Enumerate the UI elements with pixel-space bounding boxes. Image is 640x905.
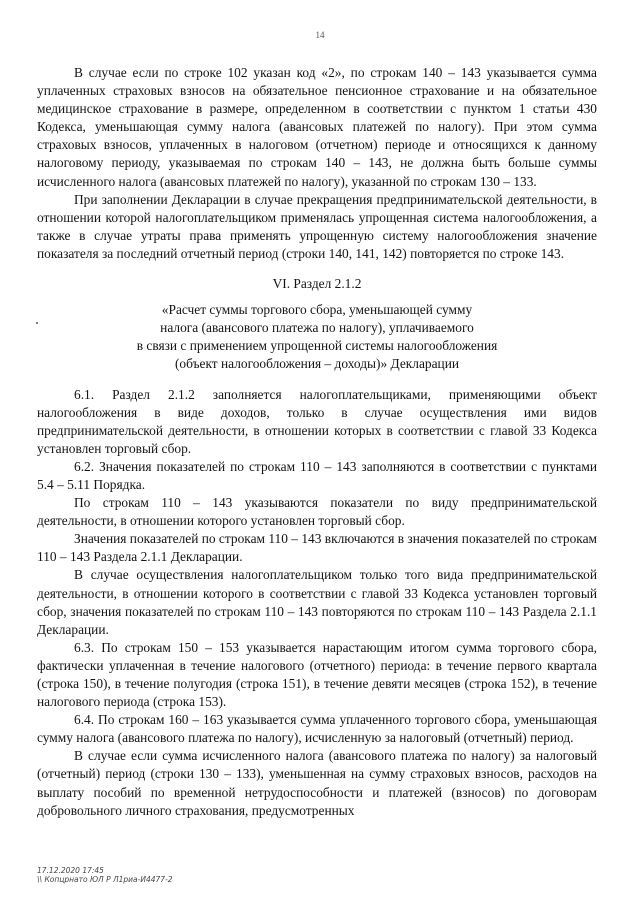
page-number: 14 — [315, 30, 325, 40]
document-body — [37, 64, 597, 820]
paragraph: При заполнении Декларации в случае прекращения предпринимательской деятельности, в отношении которой налогоплательщиком применялась упрощенная система налогообложения, а также в случае утраты права применять упрощенную систему налогообложения значение показателя за последний отчетный период (строки 140, 141, 142) повторяется по строке 143. — [37, 191, 597, 261]
paragraph: 6.4. По строкам 160 – 163 указывается сумма уплаченного торгового сбора, уменьшающая сумму налога (авансового платежа по налогу), исчисленную за налоговый (отчетный) период. — [37, 712, 597, 746]
section-title: VI. Раздел 2.1.2 — [272, 276, 362, 292]
paragraph: Значения показателей по строкам 110 – 143 включаются в значения показателей по строкам 110 – 143 Раздела 2.1.1 Декларации. — [37, 531, 597, 565]
footer-stamp — [37, 866, 173, 884]
section-subtitle-line: «Расчет суммы торгового сбора, уменьшающей сумму — [161, 302, 473, 318]
footer-path: \\ Копцрнато ЮЛ Р Л1риа-И4477-2 — [37, 875, 173, 884]
paragraph: По строкам 110 – 143 указываются показатели по виду предпринимательской деятельности, в отношении которого установлен торговый сбор. — [37, 495, 597, 529]
section-subtitle-line: (объект налогообложения – доходы)» Декларации — [174, 356, 460, 372]
paragraph: В случае осуществления налогоплательщиком только того вида предпринимательской деятельности, в отношении которого в соответствии с главой 33 Кодекса установлен торговый сбор, значения показателей по строкам 110 – 143 повторяются по строкам 110 – 143 Раздела 2.1.1 Декларации. — [37, 567, 597, 637]
paragraph: 6.1. Раздел 2.1.2 заполняется налогоплательщиками, применяющими объект налогообложения в виде доходов, только в случае осуществления ими видов предпринимательской деятельности, в отношении которых в соответствии с главой 33 Кодекса установлен торговый сбор. — [37, 386, 597, 456]
paragraph: В случае если по строке 102 указан код «2», по строкам 140 – 143 указывается сумма уплаченных страховых взносов на обязательное пенсионное страхование и на обязательное медицинское страхование в размере, определенном в соответствии с пунктом 1 статьи 430 Кодекса, уменьшающая сумму налога (авансовых платежей по налогу). При этом сумма страховых взносов, уплаченных в налоговом (отчетном) периоде и относящихся к данному налоговому периоду, указываемая по строкам 140 – 143, не должна быть больше суммы исчисленного налога (авансовых платежей по налогу), указанной по строкам 130 – 133. — [37, 65, 597, 189]
section-subtitle-line: налога (авансового платежа по налогу), уплачиваемого — [160, 320, 474, 336]
paragraph: В случае если сумма исчисленного налога (авансового платежа по налогу) за налоговый (отчетный) период (строки 130 – 133), уменьшенная на сумму страховых взносов, расходов на выплату пособий по временной нетрудоспособности и платежей (взносов) по договорам добровольного личного страхования, предусмотренных — [37, 748, 597, 818]
paragraph: 6.3. По строкам 150 – 153 указывается нарастающим итогом сумма торгового сбора, фактически уплаченная в течение налогового (отчетного) периода: в течение первого квартала (строка 150), в течение полугодия (строка 151), в течение девяти месяцев (строка 152), в течение налогового периода (строка 153). — [37, 639, 597, 710]
paragraph: 6.2. Значения показателей по строкам 110 – 143 заполняются в соответствии с пунктами 5.4 – 5.11 Порядка. — [37, 458, 597, 492]
footer-date: 17.12.2020 17:45 — [37, 866, 104, 875]
section-subtitle-line: в связи с применением упрощенной системы налогообложения — [136, 338, 498, 354]
